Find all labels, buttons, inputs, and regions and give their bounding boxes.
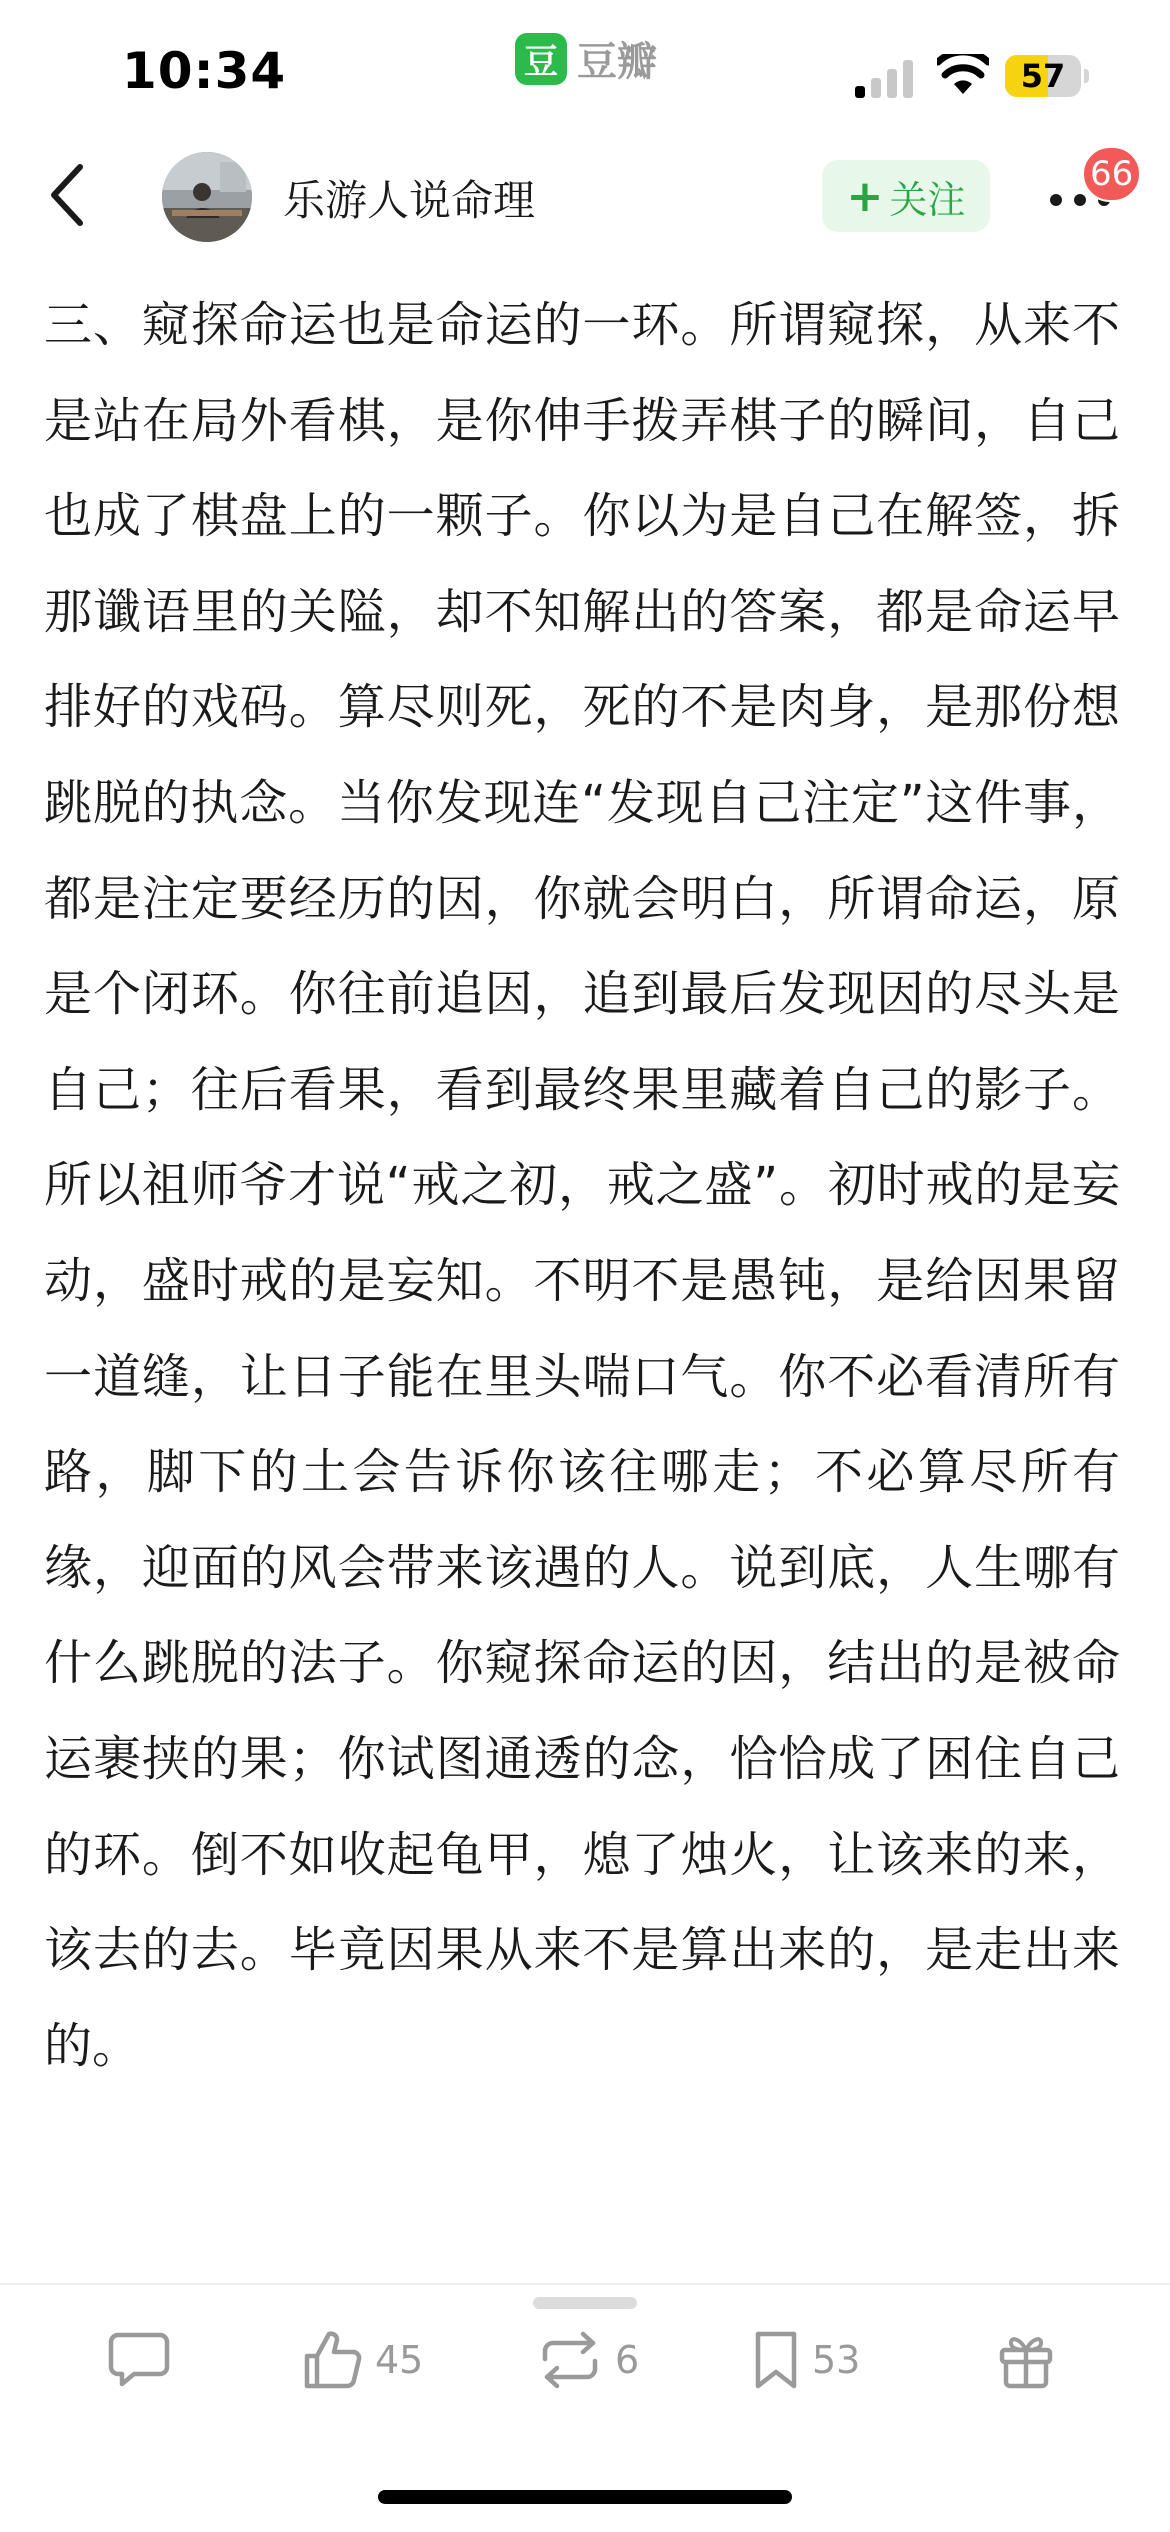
author-name[interactable]: 乐游人说命理 <box>283 176 536 225</box>
plus-icon: + <box>846 170 884 222</box>
author-avatar[interactable] <box>162 152 252 242</box>
app-brand <box>515 30 657 87</box>
repost-icon <box>537 2331 603 2389</box>
gift-icon <box>998 2330 1054 2390</box>
chevron-left-icon <box>46 163 86 227</box>
status-bar <box>0 0 1170 130</box>
comment-icon <box>108 2331 170 2389</box>
bookmark-count: 53 <box>812 2338 861 2382</box>
status-time: 10:34 <box>122 42 287 100</box>
bookmark-button[interactable] <box>752 2310 860 2410</box>
home-indicator[interactable] <box>378 2490 792 2504</box>
battery-body <box>1005 55 1081 97</box>
thumbs-up-icon <box>303 2330 363 2390</box>
bottom-divider <box>0 2283 1170 2285</box>
article-body: 三、窥探命运也是命运的一环。所谓窥探，从来不是站在局外看棋，是你伸手拨弄棋子的瞬间，自己也成了棋盘上的一颗子。你以为是自己在解签，拆那谶语里的关隘，却不知解出的答案，都是命运早排好的戏码。算尽则死，死的不是肉身，是那份想跳脱的执念。当你发现连“发现自己注定”这件事，都是注定要经历的因，你就会明白，所谓命运，原是个闭环。你往前追因，追到最后发现因的尽头是自己；往后看果，看到最终果里藏着自己的影子。所以祖师爷才说“戒之初，戒之盛”。初时戒的是妄动，盛时戒的是妄知。不明不是愚钝，是给因果留一道缝，让日子能在里头喘口气。你不必看清所有路，脚下的土会告诉你该往哪走；不必算尽所有缘，迎面的风会带来该遇的人。说到底，人生哪有什么跳脱的法子。你窥探命运的因，结出的是被命运裹挟的果；你试图通透的念，恰恰成了困住自己的环。倒不如收起龟甲，熄了烛火，让该来的来，该去的去。毕竟因果从来不是算出来的，是走出来的。 <box>44 297 1120 2074</box>
comment-button[interactable] <box>108 2310 170 2410</box>
repost-count: 6 <box>615 2338 640 2382</box>
drag-handle[interactable] <box>533 2297 637 2309</box>
douban-logo-icon: 豆 <box>515 33 567 85</box>
app-name: 豆瓣 <box>577 39 657 85</box>
post-header <box>0 140 1170 250</box>
follow-label: 关注 <box>889 177 966 222</box>
like-count: 45 <box>375 2338 424 2382</box>
wifi-icon <box>937 54 989 96</box>
back-button[interactable] <box>36 160 96 230</box>
cellular-signal-icon <box>855 58 915 98</box>
action-bar <box>0 2310 1170 2410</box>
gift-button[interactable] <box>998 2310 1054 2410</box>
repost-button[interactable] <box>537 2310 639 2410</box>
bookmark-icon <box>752 2330 800 2390</box>
follow-button[interactable] <box>822 160 990 232</box>
battery-tip <box>1084 69 1089 83</box>
battery-indicator <box>1005 55 1085 97</box>
like-button[interactable] <box>303 2310 423 2410</box>
notification-badge[interactable]: 66 <box>1082 146 1141 202</box>
avatar-image <box>162 152 252 242</box>
battery-percent: 57 <box>1020 57 1066 95</box>
